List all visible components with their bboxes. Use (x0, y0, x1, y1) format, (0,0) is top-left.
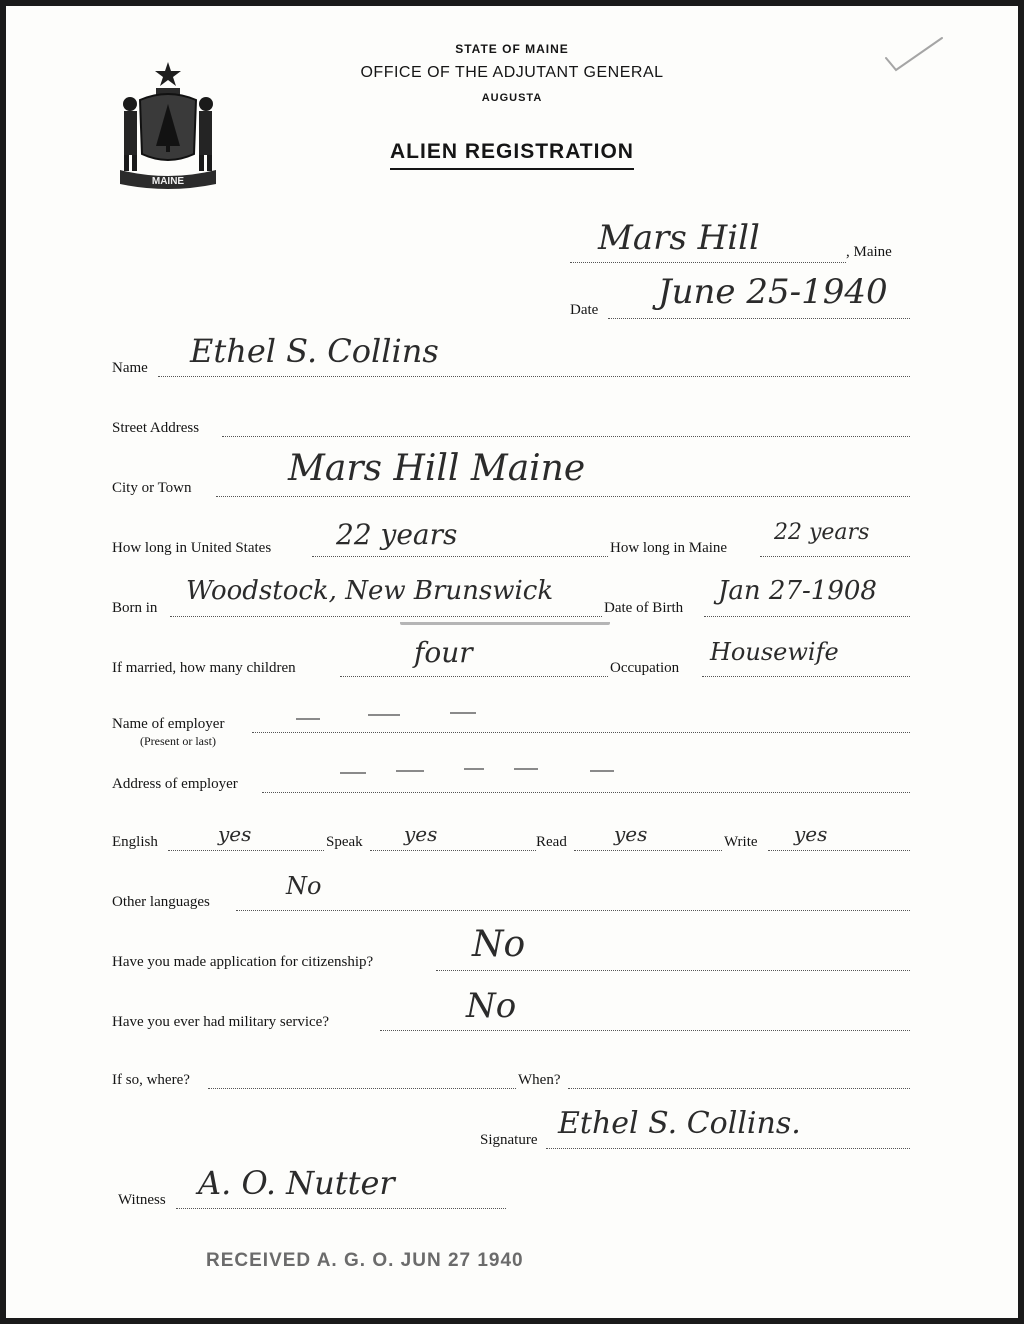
employer-name-label: Name of employer (112, 716, 225, 732)
occupation-line (702, 676, 910, 677)
registration-form-sheet (6, 6, 1018, 1318)
other-languages-label: Other languages (112, 894, 210, 910)
town-line (570, 262, 846, 263)
witness-line (176, 1208, 506, 1209)
date-of-birth-label: Date of Birth (604, 600, 684, 616)
occupation-value: Housewife (710, 638, 839, 666)
employer-dash (296, 718, 320, 720)
pencil-underline (400, 618, 610, 625)
maine-label: , Maine (846, 244, 892, 260)
name-line (158, 376, 910, 377)
speak-value: yes (404, 822, 438, 846)
children-line (340, 676, 608, 677)
read-line (574, 850, 722, 851)
employer-address-label: Address of employer (112, 776, 238, 792)
how-long-maine-label: How long in Maine (610, 540, 728, 556)
citizenship-label: Have you made application for citizenship? (112, 954, 374, 970)
date-value: June 25-1940 (658, 272, 888, 312)
children-value: four (414, 636, 473, 669)
employer-address-dash (396, 770, 424, 772)
military-label: Have you ever had military service? (112, 1014, 329, 1030)
name-label: Name (112, 360, 148, 376)
form-title (6, 140, 1018, 170)
if-so-where-label: If so, where? (112, 1072, 190, 1088)
citizenship-value: No (472, 924, 526, 965)
military-line (380, 1030, 910, 1031)
date-label: Date (570, 302, 599, 318)
signature-line (546, 1148, 910, 1149)
employer-dash (450, 712, 476, 714)
how-long-us-line (312, 556, 608, 557)
date-line (608, 318, 910, 319)
speak-line (370, 850, 536, 851)
english-line (168, 850, 324, 851)
born-in-label: Born in (112, 600, 158, 616)
children-label: If married, how many children (112, 660, 296, 676)
read-label: Read (536, 834, 567, 850)
header-city: AUGUSTA (481, 92, 543, 104)
employer-dash (368, 714, 400, 716)
witness-value: A. O. Nutter (198, 1164, 395, 1202)
how-long-us-label: How long in United States (112, 540, 272, 556)
born-in-value: Woodstock, New Brunswick (186, 576, 554, 606)
how-long-us-value: 22 years (336, 518, 458, 551)
other-languages-value: No (286, 872, 322, 900)
when-label: When? (518, 1072, 561, 1088)
if-so-where-line (208, 1088, 516, 1089)
occupation-label: Occupation (610, 660, 680, 676)
write-label: Write (724, 834, 758, 850)
header-state: STATE OF MAINE (455, 42, 569, 56)
other-languages-line (236, 910, 910, 911)
citizenship-line (436, 970, 910, 971)
svg-text:MAINE: MAINE (151, 176, 185, 187)
employer-address-dash (514, 768, 538, 770)
write-line (768, 850, 910, 851)
header-office: OFFICE OF THE ADJUTANT GENERAL (360, 64, 664, 81)
date-of-birth-value: Jan 27-1908 (718, 576, 877, 606)
signature-value: Ethel S. Collins. (558, 1106, 801, 1141)
employer-note-label: (Present or last) (140, 734, 216, 748)
how-long-maine-line (760, 556, 910, 557)
english-value: yes (218, 822, 252, 846)
date-of-birth-line (704, 616, 910, 617)
born-in-line (170, 616, 602, 617)
form-title-text: ALIEN REGISTRATION (390, 140, 634, 170)
signature-label: Signature (480, 1132, 538, 1148)
received-stamp: RECEIVED A. G. O. JUN 27 1940 (206, 1250, 524, 1271)
english-label: English (112, 834, 158, 850)
town-value: Mars Hill (598, 218, 760, 258)
employer-address-dash (464, 768, 484, 770)
street-address-label: Street Address (112, 420, 200, 436)
street-address-line (222, 436, 910, 437)
employer-name-line (252, 732, 910, 733)
write-value: yes (794, 822, 828, 846)
city-line (216, 496, 910, 497)
city-value: Mars Hill Maine (288, 448, 586, 489)
how-long-maine-value: 22 years (774, 520, 870, 545)
name-value: Ethel S. Collins (190, 332, 439, 370)
city-label: City or Town (112, 480, 192, 496)
military-value: No (466, 986, 517, 1026)
employer-address-line (262, 792, 910, 793)
employer-address-dash (590, 770, 614, 772)
when-line (568, 1088, 910, 1089)
speak-label: Speak (326, 834, 363, 850)
witness-label: Witness (118, 1192, 166, 1208)
employer-address-dash (340, 772, 366, 774)
read-value: yes (614, 822, 648, 846)
